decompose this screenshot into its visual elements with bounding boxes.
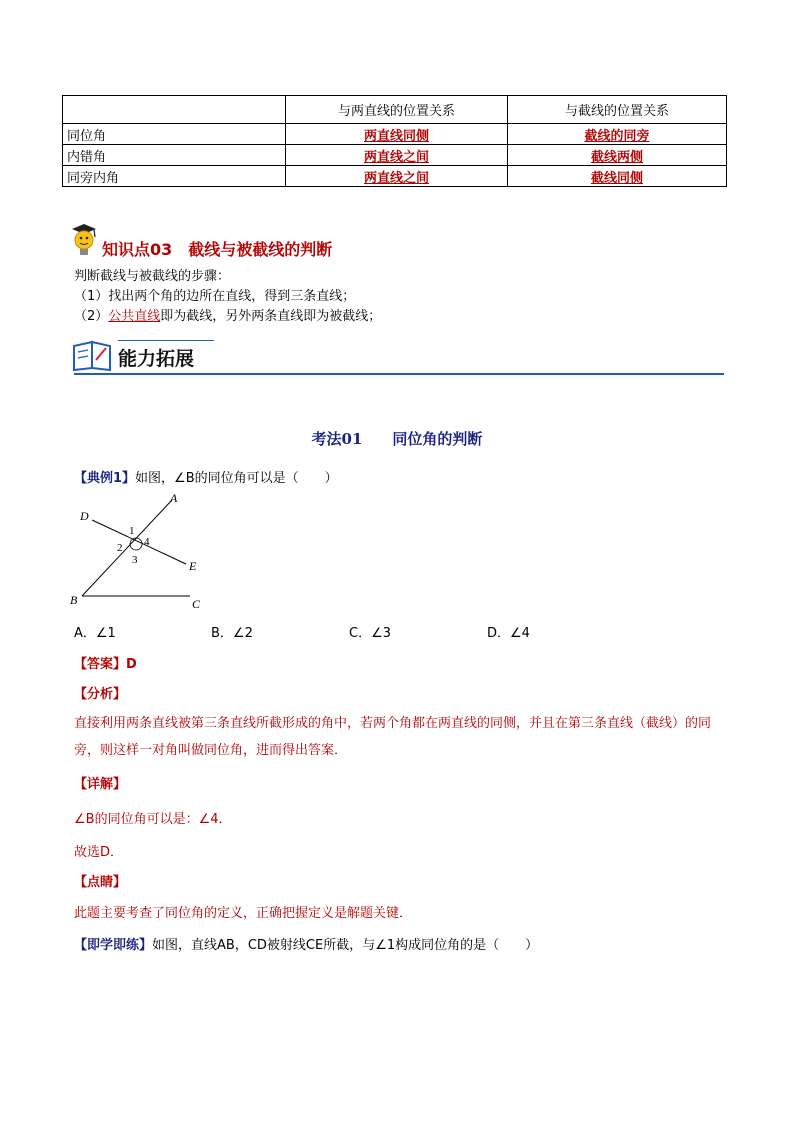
table-cell-transversal: 截线两侧	[508, 145, 727, 166]
practice-tag: 【即学即练】	[74, 938, 153, 953]
angle-label-4: 4	[144, 536, 150, 548]
section-top-rule	[118, 340, 214, 341]
geometry-figure	[66, 490, 216, 615]
practice-line	[74, 934, 538, 953]
table-cell-name: 内错角	[63, 145, 286, 166]
answer-tag: 【答案】	[74, 657, 127, 672]
table-header-cell: 与截线的位置关系	[508, 96, 727, 124]
angle-label-2: 2	[117, 542, 123, 554]
table-cell-transversal: 截线的同旁	[508, 124, 727, 145]
table-header-row	[63, 96, 727, 124]
answer-line	[74, 653, 137, 672]
label-A: A	[170, 491, 178, 505]
option-a: A．∠1	[74, 626, 116, 641]
table-cell-two-lines: 两直线同侧	[286, 124, 508, 145]
analysis-tag: 【分析】	[74, 687, 127, 702]
choose-text: 故选D．	[74, 845, 124, 860]
section-rule	[74, 373, 724, 375]
table-cell-name: 同位角	[63, 124, 286, 145]
table-row	[63, 145, 727, 166]
label-E: E	[189, 559, 197, 573]
step-2-suffix: 即为截线，另外两条直线即为被截线；	[160, 309, 382, 324]
answer-value: D	[126, 657, 137, 672]
book-icon	[72, 338, 114, 372]
table-header-cell: 与两直线的位置关系	[286, 96, 508, 124]
example-question-text: 如图，∠B的同位角可以是（ ）	[135, 471, 338, 486]
table-cell-transversal: 截线同侧	[508, 166, 727, 187]
label-B: B	[70, 593, 78, 607]
table-cell-name: 同旁内角	[63, 166, 286, 187]
table-cell-two-lines: 两直线之间	[286, 145, 508, 166]
knowledge-step-1: （1）找出两个角的边所在直线，得到三条直线；	[74, 289, 356, 304]
example-question	[74, 467, 338, 486]
table-row	[63, 124, 727, 145]
table-cell-two-lines: 两直线之间	[286, 166, 508, 187]
section-title: 能力拓展	[118, 348, 195, 370]
angle-label-3: 3	[132, 554, 138, 566]
comment-tag: 【点睛】	[74, 875, 127, 890]
relationship-table	[62, 95, 727, 187]
knowledge-step-2	[74, 305, 381, 324]
option-c: C．∠3	[349, 626, 392, 641]
option-b: B．∠2	[211, 626, 253, 641]
lightbulb-icon	[66, 222, 100, 258]
table-header-cell	[63, 96, 286, 124]
knowledge-intro: 判断截线与被截线的步骤：	[74, 269, 231, 284]
method-title: 考法01 同位角的判断	[311, 430, 483, 448]
knowledge-point-title: 知识点03 截线与被截线的判断	[102, 240, 333, 259]
label-C: C	[192, 597, 201, 611]
analysis-text: 直接利用两条直线被第三条直线所截形成的角中，若两个角都在两直线的同侧，并且在第三条直线（截线）的同旁，则这样一对角叫做同位角，进而得出答案．	[74, 716, 712, 758]
comment-text: 此题主要考查了同位角的定义，正确把握定义是解题关键．	[74, 906, 413, 921]
angle-label-1: 1	[129, 525, 135, 537]
step-2-prefix: （2）	[74, 309, 109, 324]
step-2-highlight: 公共直线	[108, 309, 161, 324]
table-row	[63, 166, 727, 187]
detail-tag: 【详解】	[74, 777, 127, 792]
example-tag: 【典例1】	[74, 471, 136, 486]
practice-text: 如图，直线AB，CD被射线CE所截，与∠1构成同位角的是（ ）	[152, 938, 539, 953]
option-d: D．∠4	[487, 626, 530, 641]
detail-text: ∠B的同位角可以是：∠4．	[74, 812, 232, 827]
label-D: D	[80, 509, 89, 523]
